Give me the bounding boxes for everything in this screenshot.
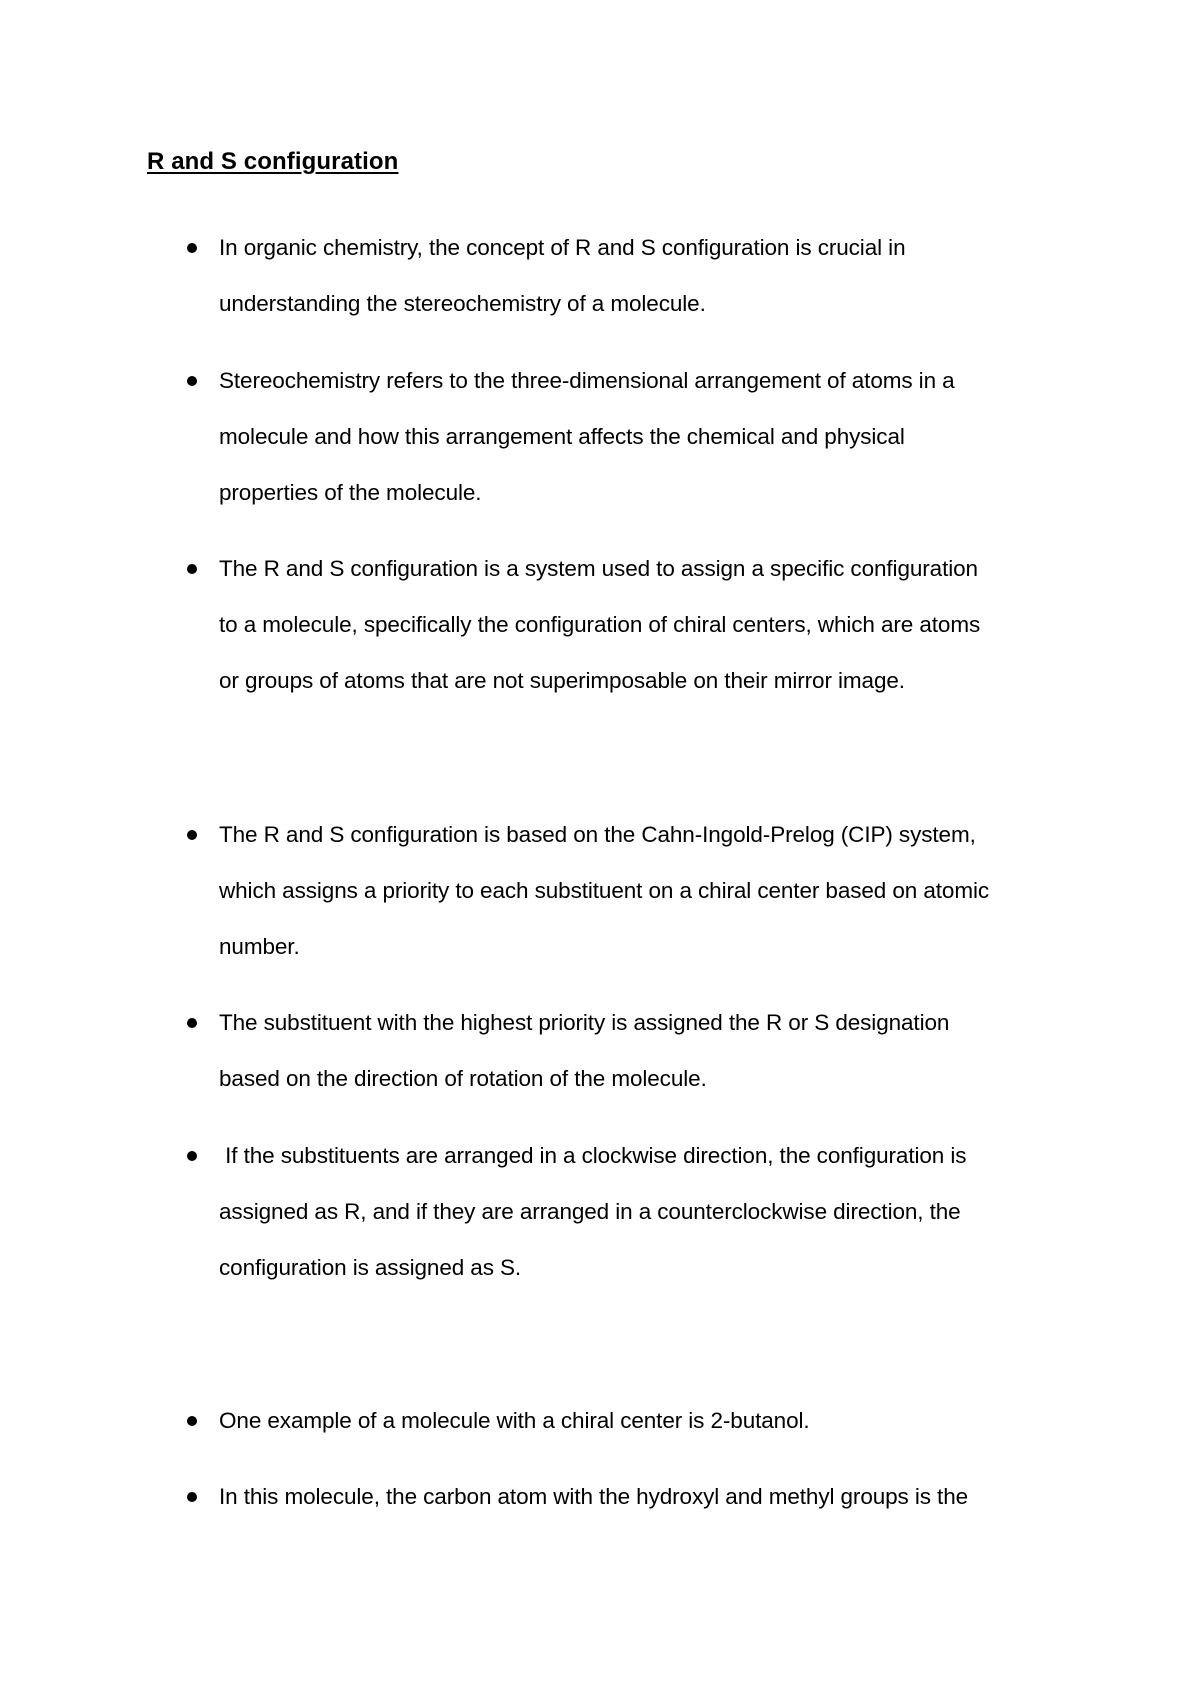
list-item — [219, 353, 1099, 521]
list-item-line: number. — [219, 934, 300, 959]
list-item-line: or groups of atoms that are not superimposable on their mirror image. — [219, 668, 905, 693]
list-item-line: understanding the stereochemistry of a molecule. — [219, 291, 706, 316]
list-item-line: configuration is assigned as S. — [219, 1255, 522, 1280]
list-item-line: In organic chemistry, the concept of R and S configuration is crucial in — [219, 235, 906, 260]
list-item — [219, 995, 1099, 1107]
bullet-icon — [187, 376, 197, 386]
list-item-line: molecule and how this arrangement affects the chemical and physical — [219, 424, 905, 449]
list-item-line: One example of a molecule with a chiral center is 2-butanol. — [219, 1408, 810, 1433]
list-item — [219, 541, 1099, 709]
list-item-line: The R and S configuration is based on the Cahn-Ingold-Prelog (CIP) system, — [219, 822, 976, 847]
list-item-line: which assigns a priority to each substituent on a chiral center based on atomic — [219, 878, 990, 903]
list-item — [219, 807, 1099, 975]
bullet-icon — [187, 564, 197, 574]
list-item-line: to a molecule, specifically the configuration of chiral centers, which are atoms — [219, 612, 981, 637]
bullet-icon — [187, 243, 197, 253]
bullet-icon — [187, 1492, 197, 1502]
list-item — [219, 1128, 1099, 1296]
list-item-line: If the substituents are arranged in a clockwise direction, the configuration is — [219, 1143, 967, 1168]
list-item — [219, 220, 1099, 332]
document-title: R and S configuration — [147, 148, 399, 175]
bullet-icon — [187, 1151, 197, 1161]
list-item-line: The R and S configuration is a system used to assign a specific configuration — [219, 556, 978, 581]
list-item-line: Stereochemistry refers to the three-dimensional arrangement of atoms in a — [219, 368, 955, 393]
list-item — [219, 1393, 1099, 1449]
list-item-line: based on the direction of rotation of the molecule. — [219, 1066, 707, 1091]
list-item-line: In this molecule, the carbon atom with the hydroxyl and methyl groups is the — [219, 1484, 969, 1509]
list-item-line: assigned as R, and if they are arranged in a counterclockwise direction, the — [219, 1199, 961, 1224]
bullet-icon — [187, 830, 197, 840]
bullet-icon — [187, 1018, 197, 1028]
bullet-icon — [187, 1416, 197, 1426]
list-item-line: properties of the molecule. — [219, 480, 482, 505]
list-item-line: The substituent with the highest priority is assigned the R or S designation — [219, 1010, 950, 1035]
list-item — [219, 1469, 1099, 1525]
